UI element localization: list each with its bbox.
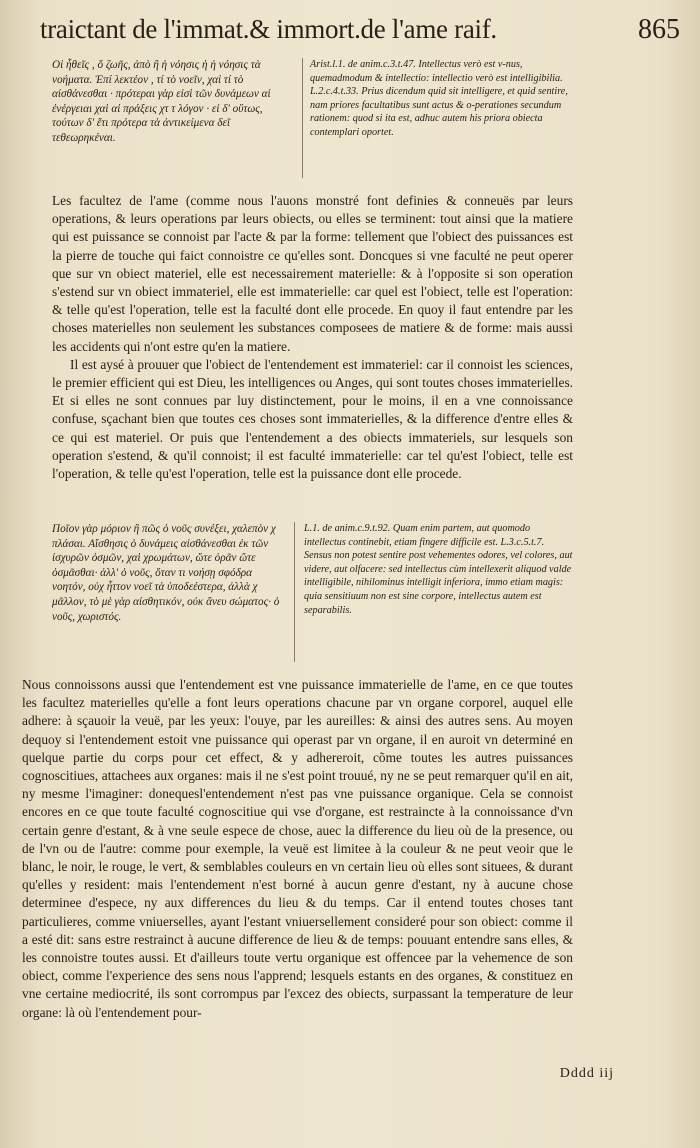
greek-quote-1-text: Οἱ ἦθεῖς , ὅ ζωῆς, ἀπὸ ἢ ἡ νόησις ἡ ἡ νόησις τὰ νοήματα. Ἐπί λεκτέον , τί τὸ νοεῖν, χαὶ τί τὸ αἰσθάνεσθαι · πρότεραι γὰρ εἰσὶ τῶν δυνάμεων αἱ ἐνέργειαι χαὶ αἱ πράξεις χτ τ λόγον · εἰ δ' οὕτως, τούτων δ' ἔτι πρότερα τὰ ἀντικείμενα δεῖ τεθεωρηκέναι. [52, 59, 271, 144]
marginal-notes-1 [310, 58, 578, 140]
body-text-2 [22, 676, 573, 1022]
column-divider-1 [302, 58, 303, 178]
page-number: 865 [638, 14, 680, 45]
paragraph-2: Il est aysé à prouuer que l'obiect de l'entendement est immateriel: car il connoist les sciences, le premier efficient qui est Dieu, les intelligences ou Anges, qui sont toutes choses immaterielles. Et si elles ne sont connues par luy distinctement, pour le moins, il en a vne connoissance confuse, sçachant bien que toutes ces choses sont immaterielles, & la difference d'entre elles & ce qui est materiel. Or puis que l'entendement a des obiects immateriels, sur lesquels son operation s'estend, & qu'il connoist; il est faculté immaterielle: car tel qu'est l'obiect, telle est l'operation, & telle qu'est l'operation, telle est la puissance dont elle procede. [52, 356, 573, 482]
paragraph-3: Nous connoissons aussi que l'entendement est vne puissance immaterielle de l'ame, en ce que toutes les facultez materielles qu'elle a font leurs operations chacune par vn organe corporel, auquel elle adhere: à sçauoir la veuë, par les yeux: l'ouye, par les aureilles: & ainsi des autres sens. Au moyen dequoy si l'entendement estoit vne puissance qui operast par vn organe, il en auroit vn determiné en quelque partie du corps pour cet effect, & y adhereroit, cõme toutes les autres puissances cognoscitiues, attachees aux organes: mais il ne s'est point trouué, ny ne se peut remarquer qu'il en ait, ny mesme l'imaginer: donequesl'entendement n'est pas vne puissance organique. Cela se connoist encores en ce que toute faculté cognoscitiue qui vse d'organe, est restraincte à la connoissance d'vn certain genre d'estant, & à vne seule espece de chose, auec la difference du lieu où de la presence, ou de l'vn ou de l'autre: comme pour exemple, la veuë est limitee à la couleur & ne peut veoir que le blanc, le noir, le rouge, le vert, & semblables couleurs en vn certain lieu où elles sont situees, & durant qu'elles y resident: mais l'entendement n'est borné à aucun genre d'estant, ny à aucune chose determinee d'espece, ny aux differences du lieu & du temps. Car il entend toutes choses tant particulieres, comme vniuerselles, ayant l'estant vniuersellement consideré pour son obiect: comme il a esté dit: sans estre restrainct à aucune difference de lieu & de temps: pouuant entendre sans elles, & les connoistre toutes aussi. Et d'ailleurs toute vertu organique est offencee par la vehemence de son obiect, comme l'experience des sens nous l'apprend; lesquels estants en des organes, & constituez en vne certaine mediocrité, ils sont corrompus par l'excez des obiects, surpassant la temperature de leur organe: là où l'entendement pour- [22, 677, 573, 1020]
page-header [40, 14, 680, 54]
body-text-1 [52, 192, 573, 483]
marginal-notes-2 [304, 522, 574, 617]
running-head: traictant de l'immat.& immort.de l'ame raif. [40, 14, 497, 44]
greek-quote-1 [52, 58, 294, 146]
signature-mark: Dddd iij [559, 1066, 614, 1081]
paragraph-1: Les facultez de l'ame (comme nous l'auons monstré font definies & conneuës par leurs operations, & leurs operations par leurs obiects, ou elles se terminent: tout ainsi que la matiere qui est puissance se connoist par l'acte & par la forme: tellement que l'obiect des puissances est la pierre de touche qui faict connoistre ce qu'elles sont. Doncques si vne faculté ne peut operer que sur vn obiect materiel, elle est necessairement materielle: & à l'opposite si son operation s'estend sur vn obiect immateriel, elle est immaterielle: car quel est l'obiect, telle est l'operation: & telle qu'est l'operation, telle est la faculté dont elle procede. En quoy il faut entendre par les choses materielles non seulement les substances composees de matiere & de forme: mais aussi les accidents qui n'ont estre qu'en la matiere. [52, 193, 573, 354]
greek-quote-2 [52, 522, 286, 624]
marginal-notes-2-text: L.1. de anim.c.9.t.92. Quam enim partem, aut quomodo intellectus continebit, etiam fingere difficile est. L.3.c.5.t.7. Sensus non potest sentire post vehementes odores, vel colores, aut videre, aut olfacere: sed intellectus cùm intellexerit aliquod valde intelligibile, nihilominus intelligit inferiora, immo etiam magis: quia sensitiuum non est sine corpore, intellectus autem est separabilis. [304, 523, 573, 616]
marginal-notes-1-text: Arist.l.1. de anim.c.3.t.47. Intellectus verò est v-nus, quemadmodum & intellectio: intellectio verò est intelligibilia. L.2.c.4.t.33. Prius dicendum quid sit intelligere, et quid sentire, nam priores facultatibus sunt actus & o-perationes secundum rationem: quod si ita est, adhuc autem his priora obiecta contemplari oportet. [310, 59, 568, 138]
column-divider-2 [294, 522, 295, 662]
greek-quote-2-text: Ποῖον γὰρ μόριον ἢ πῶς ὁ νοῦς συνέξει, χαλεπὸν χ πλάσαι. Αἴσθησις ὁ δυνάμεις αἰσθάνεσθαι ἐκ τῶν ἰσχυρῶν ὀσμῶν, χαὶ χρωμάτων, ὥτε ὁρᾶν ὥτε ὀσμᾶσθαι· ἀλλ' ὁ νοῦς, ὅταν τι νοήσῃ σφόδρα νοητόν, οὐχ ἧττον νοεῖ τὰ ὑποδεέστερα, ἀλλὰ χ μᾶλλον, τὸ μὲ γὰρ αἰσθητικόν, οὐκ ἄνευ σώματος· ὁ νοῦς, χωριστός. [52, 523, 280, 623]
